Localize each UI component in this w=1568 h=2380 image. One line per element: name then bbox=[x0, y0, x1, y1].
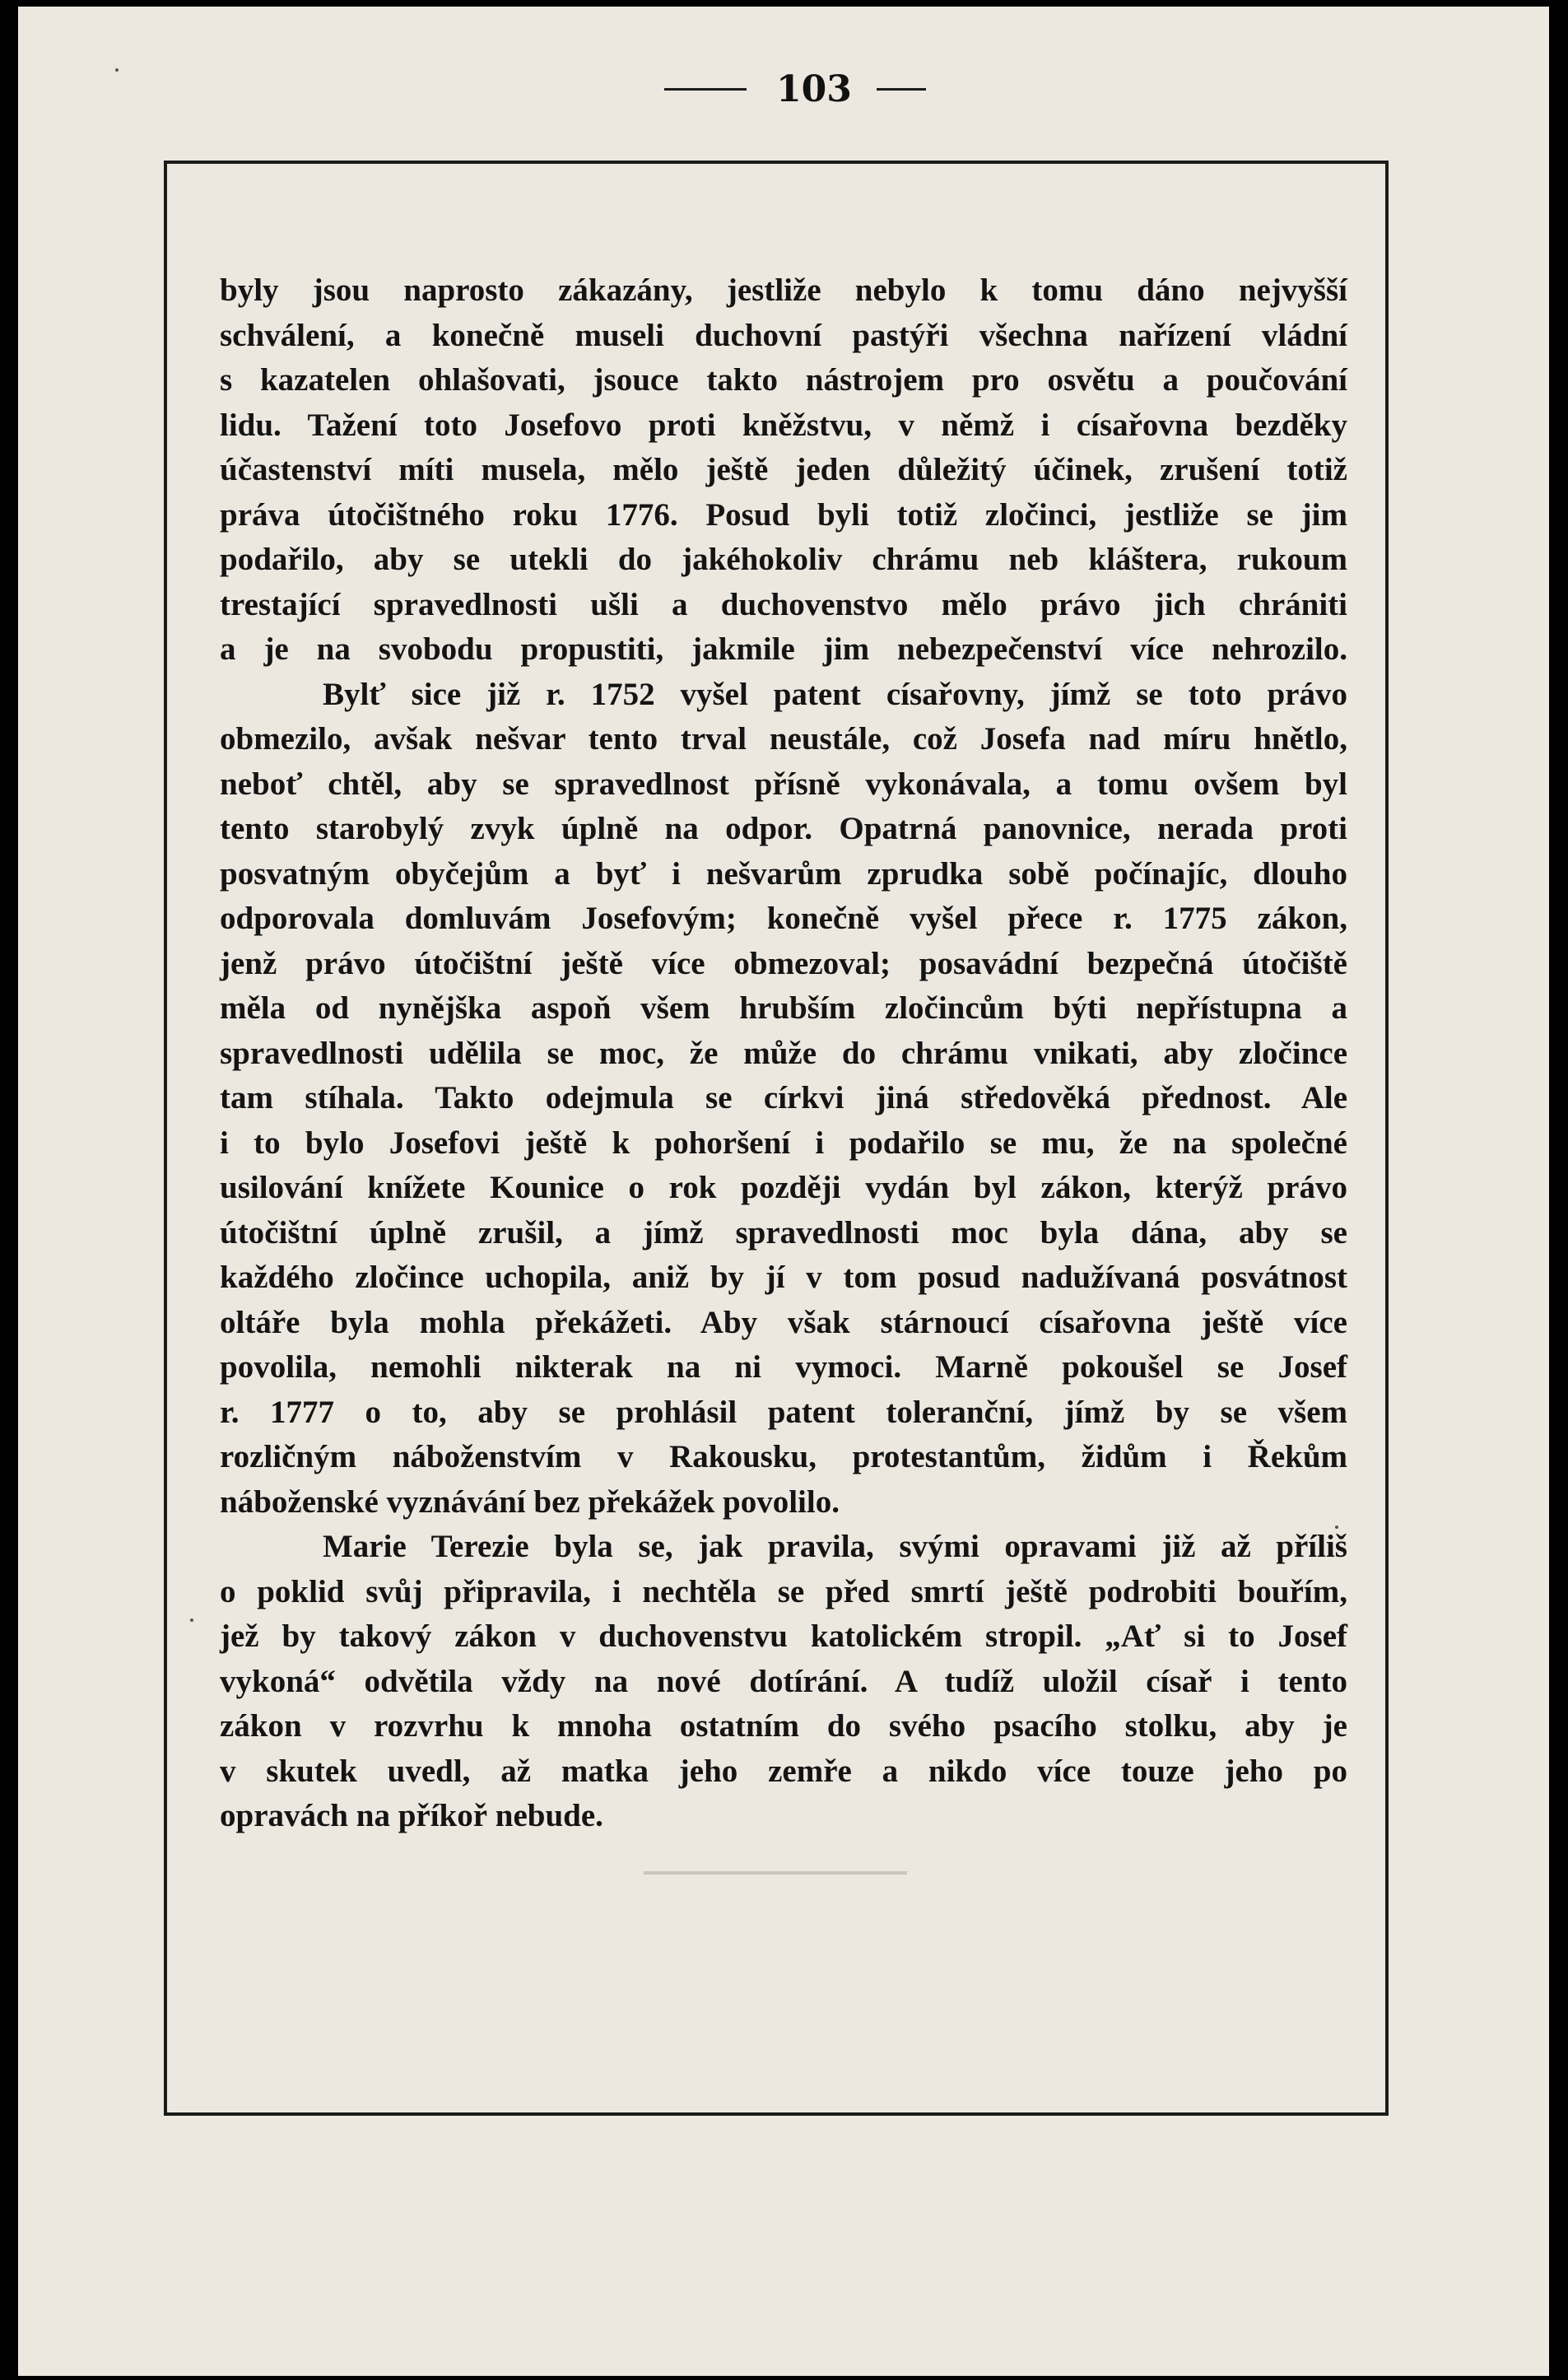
text-line: účastenství míti musela, mělo ještě jeden důležitý účinek, zrušení totiž bbox=[220, 452, 1347, 487]
text-line: r. 1777 o to, aby se prohlásil patent toleranční, jímž by se všem bbox=[220, 1394, 1347, 1430]
paper-speck bbox=[115, 68, 119, 72]
text-line: trestající spravedlnosti ušli a duchovenstvo mělo právo jich chrániti bbox=[220, 586, 1347, 622]
text-line: jež by takový zákon v duchovenstvu katolickém stropil. „Ať si to Josef bbox=[220, 1618, 1347, 1654]
text-line: usilování knížete Kounice o rok později vydán byl zákon, kterýž právo bbox=[220, 1170, 1347, 1205]
text-line: i to bylo Josefovi ještě k pohoršení i podařilo se mu, že na společné bbox=[220, 1125, 1347, 1161]
text-line: každého zločince uchopila, aniž by jí v tom posud nadužívaná posvátnost bbox=[220, 1260, 1347, 1295]
header-dash-left bbox=[664, 88, 747, 91]
text-line: schválení, a konečně museli duchovní pastýři všechna nařízení vládní bbox=[220, 317, 1347, 353]
bleed-through-mark bbox=[644, 1871, 907, 1875]
text-line: zákon v rozvrhu k mnoha ostatním do svého psacího stolku, aby je bbox=[220, 1708, 1347, 1744]
text-line: měla od nynějška aspoň všem hrubším zločincům býti nepřístupna a bbox=[220, 990, 1347, 1026]
text-line: spravedlnosti udělila se moc, že může do chrámu vnikati, aby zločince bbox=[220, 1035, 1347, 1071]
text-line: Bylť sice již r. 1752 vyšel patent císařovny, jímž se toto právo bbox=[323, 676, 1347, 712]
text-line: odporovala domluvám Josefovým; konečně vyšel přece r. 1775 zákon, bbox=[220, 901, 1347, 936]
text-line: tam stíhala. Takto odejmula se církvi jiná středověká přednost. Ale bbox=[220, 1080, 1347, 1115]
text-line: náboženské vyznávání bez překážek povolilo. bbox=[220, 1483, 840, 1520]
text-line: opravách na příkoř nebude. bbox=[220, 1798, 603, 1833]
paragraph-2 bbox=[220, 1525, 1347, 1839]
paragraph-1 bbox=[220, 268, 1347, 1525]
page-header bbox=[183, 52, 1407, 126]
text-line: posvatným obyčejům a byť i nešvarům zprudka sobě počínajíc, dlouho bbox=[220, 855, 1347, 892]
text-line: oltáře byla mohla překážeti. Aby však stárnoucí císařovna ještě více bbox=[220, 1304, 1347, 1340]
text-line: práva útočištného roku 1776. Posud byli totiž zločinci, jestliže se jim bbox=[220, 496, 1347, 533]
header-dash-right bbox=[877, 88, 926, 91]
text-line: tento starobylý zvyk úplně na odpor. Opatrná panovnice, nerada proti bbox=[220, 811, 1347, 846]
paper-speck bbox=[1335, 1525, 1338, 1529]
text-line: vykoná“ odvětila vždy na nové dotírání. A tudíž uložil císař i tento bbox=[220, 1663, 1347, 1699]
text-line: o poklid svůj připravila, i nechtěla se před smrtí ještě podrobiti bouřím, bbox=[220, 1573, 1347, 1609]
page-number: 103 bbox=[776, 68, 852, 110]
text-line: byly jsou naprosto zákazány, jestliže nebylo k tomu dáno nejvyšší bbox=[220, 272, 1347, 308]
text-line: lidu. Tažení toto Josefovo proti kněžstvu, v němž i císařovna bezděky bbox=[220, 407, 1347, 443]
text-line: obmezilo, avšak nešvar tento trval neustále, což Josefa nad míru hnětlo, bbox=[220, 721, 1347, 757]
text-line: a je na svobodu propustiti, jakmile jim nebezpečenství více nehrozilo. bbox=[220, 631, 1347, 667]
body-text bbox=[220, 268, 1347, 1839]
paper-speck bbox=[190, 1618, 193, 1622]
text-line: podařilo, aby se utekli do jakéhokoliv chrámu neb kláštera, rukoum bbox=[220, 542, 1347, 577]
text-line: povolila, nemohli nikterak na ni vymoci. Marně pokoušel se Josef bbox=[220, 1349, 1347, 1385]
text-line: Marie Terezie byla se, jak pravila, svými opravami již až příliš bbox=[323, 1529, 1347, 1564]
text-line: neboť chtěl, aby se spravedlnost přísně vykonávala, a tomu ovšem byl bbox=[220, 766, 1347, 802]
page-sheet bbox=[18, 7, 1549, 2376]
text-line: jenž právo útočištní ještě více obmezoval; posavádní bezpečná útočiště bbox=[220, 945, 1347, 981]
text-line: v skutek uvedl, až matka jeho zemře a nikdo více touze jeho po bbox=[220, 1753, 1347, 1789]
text-line: útočištní úplně zrušil, a jímž spravedlnosti moc byla dána, aby se bbox=[220, 1214, 1347, 1251]
text-line: s kazatelen ohlašovati, jsouce takto nástrojem pro osvětu a poučování bbox=[220, 362, 1347, 398]
text-line: rozličným náboženstvím v Rakousku, protestantům, židům i Řekům bbox=[220, 1439, 1347, 1474]
